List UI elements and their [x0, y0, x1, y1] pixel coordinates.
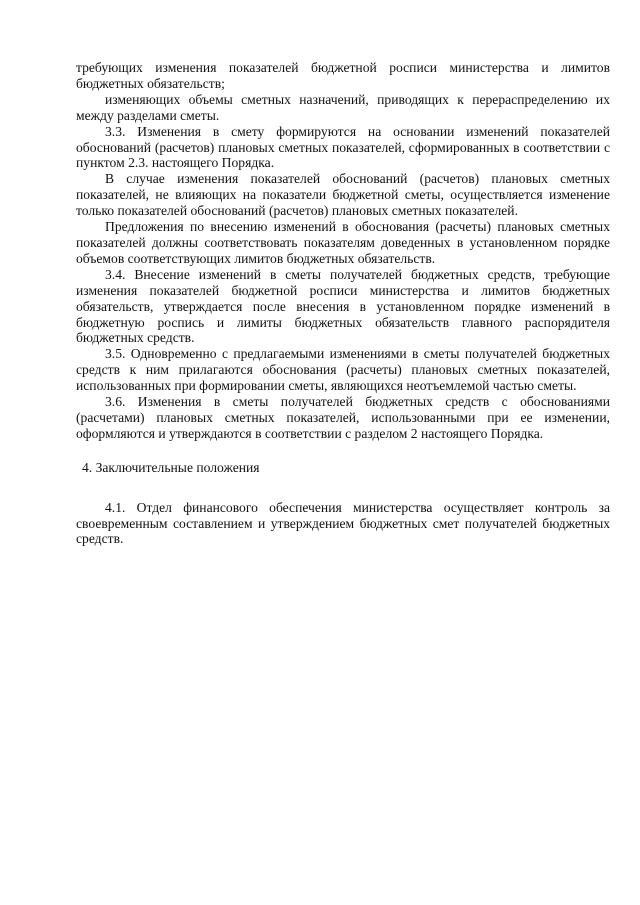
- paragraph-3-5: 3.5. Одновременно с предлагаемыми изменениями в сметы получателей бюджетных средств к ним прилагаются обоснования (расчеты) плановых сметных показателей, использованных при формировании сметы, являющихся неотъемлемой частью сметы.: [76, 346, 610, 394]
- document-page: [76, 60, 610, 547]
- paragraph-estimate-reallocation: изменяющих объемы сметных назначений, приводящих к перераспределению их между разделами сметы.: [76, 91, 610, 123]
- paragraph-budget-list-items: требующих изменения показателей бюджетной росписи министерства и лимитов бюджетных обязательств;: [76, 60, 610, 91]
- paragraph-3-6: 3.6. Изменения в сметы получателей бюджетных средств с обоснованиями (расчетами) плановых сметных показателей, использованными при ее изменении, оформляются и утверждаются в соответствии с разделом 2 настоящего Порядка.: [76, 394, 610, 441]
- paragraph-3-3: 3.3. Изменения в смету формируются на основании изменений показателей обоснований (расчетов) плановых сметных показателей, сформированных в соответствии с пунктом 2.3. настоящего Порядка.: [76, 123, 610, 171]
- paragraph-4-1: 4.1. Отдел финансового обеспечения министерства осуществляет контроль за своевременным составлением и утверждением бюджетных смет получателей бюджетных средств.: [76, 499, 610, 547]
- paragraph-proposals: Предложения по внесению изменений в обоснования (расчеты) плановых сметных показателей должны соответствовать показателям доведенных в установленном порядке объемов соответствующих лимитов бюджетных обязательств.: [76, 219, 610, 266]
- section-heading: 4. Заключительные положения: [82, 459, 260, 475]
- paragraph-3-4: 3.4. Внесение изменений в сметы получателей бюджетных средств, требующие изменения показателей бюджетной росписи министерства и лимитов бюджетных обязательств, утверждается после внесения в установленном порядке изменений в бюджетную роспись и лимиты бюджетных обязательств главного распорядителя бюджетных средств.: [76, 266, 610, 346]
- paragraph-justification-changes: В случае изменения показателей обоснований (расчетов) плановых сметных показателей, не влияющих на показатели бюджетной сметы, осуществляется изменение только показателей обоснований (расчетов) плановых сметных показателей.: [76, 171, 610, 219]
